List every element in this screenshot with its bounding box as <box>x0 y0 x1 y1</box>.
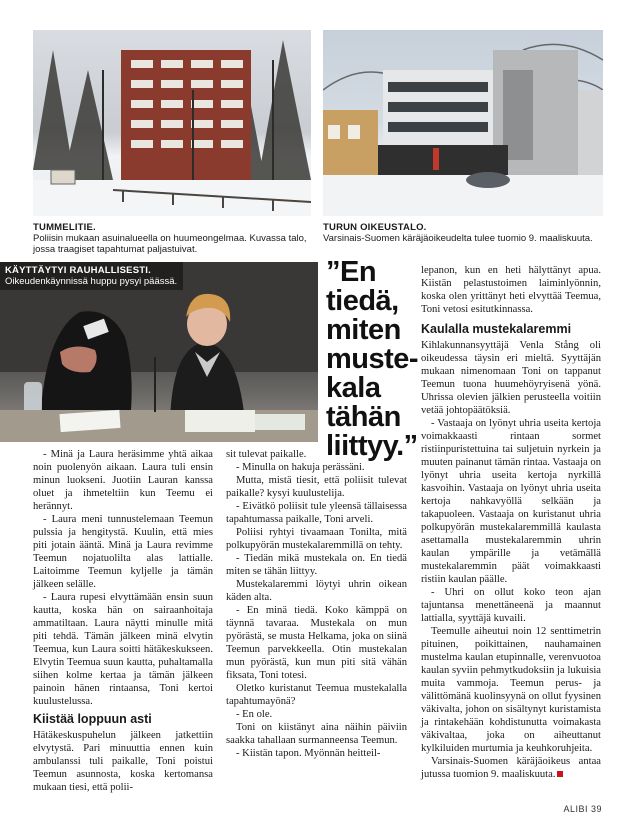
subheading: Kaulalla mustekalaremmi <box>421 322 572 336</box>
caption-courthouse <box>323 222 603 244</box>
paragraph: Hätäkeskuspuhelun jälkeen jatkettiin elvytystä. Pari minuuttia ennen kuin ambulanssi tuli paikalle, Toni poistui Teemun asunnosta, koska kertomansa mukaan tiesi, että polii- <box>33 730 213 793</box>
caption-courtroom <box>0 262 183 290</box>
paragraph: - Kiistän tapon. Myönnän heitteil- <box>236 748 381 759</box>
caption-text: Varsinais-Suomen käräjäoikeudelta tulee tuomio 9. maaliskuuta. <box>323 233 593 244</box>
magazine-name: ALIBI <box>563 804 588 814</box>
caption-title: TURUN OIKEUSTALO. <box>323 222 427 233</box>
paragraph: Teemulle aiheutui noin 12 senttimetrin pituinen, poikittainen, nauhamainen mustelma kaulan etupinnalle, verenvuotoa kaulan syviin pehmytkudoksiin ja lukuisia muita vammoja. Teemun perus- ja välittömänä kuolinsyynä on ollut fyysinen väkivalta, johon on sisältynyt kuristamista ja rintakehään kohdistunutta voimakasta väkivaltaa, joka on aiheuttanut kylkiluiden murtumia ja keuhkoruhjeita. <box>421 626 601 754</box>
caption-title: KÄYTTÄYTYI RAUHALLISESTI. <box>5 265 151 276</box>
page-footer <box>563 804 602 814</box>
paragraph: - Eivätkö poliisit tule yleensä tällaisessa tapahtumassa paikalle, Toni arveli. <box>226 501 407 525</box>
paragraph: sit tulevat paikalle. <box>226 449 307 460</box>
article-column-1 <box>33 448 213 794</box>
caption-text: Oikeudenkäynnissä huppu pysyi päässä. <box>5 276 178 287</box>
paragraph: Poliisi ryhtyi tivaamaan Tonilta, mitä polkupyörän mustekalaremmillä on tehty. <box>226 527 407 551</box>
paragraph: - En ole. <box>236 709 273 720</box>
apartment-building-image <box>33 30 311 216</box>
paragraph: - Laura rupesi elvyttämään ensin suun kautta, koska hän on sairaanhoitaja ammatiltaan. Laura näytti minulle mitä piti tehdä. Tämän jälkeen minä elvytin Teemua, kun Laura soitti hätäkeskukseen. Elvytin Teemua suun kautta, puhaltamalla siihen kolme kertaa ja tämän jälkeen painoin hänen rintaansa, Toni kertoi kuulustelussa. <box>33 592 213 707</box>
photo-courtroom <box>0 262 318 442</box>
pull-quote: ”En tiedä, miten mustekala tähän liittyy.” <box>326 256 419 462</box>
paragraph: lepanon, kun en heti hälyttänyt apua. Kiistän pelastustoimen laiminlyönnin, koska olen yrittänyt heti elvyttää Teemua, Toni vetosi esitutkinnassa. <box>421 265 601 315</box>
paragraph: - En minä tiedä. Koko kämppä on täynnä tavaraa. Mustekala on mun pyörästä, se musta Helkama, joka on siinä Teemun parvekkeella. Otin mustekalan mun pyörästä, kun mun piti sitä vähän fiksata, Toni totesi. <box>226 605 407 681</box>
courthouse-image <box>323 30 603 216</box>
paragraph: Oletko kuristanut Teemua mustekalalla tapahtumayönä? <box>226 683 407 707</box>
caption-title: TUMMELITIE. <box>33 222 96 233</box>
paragraph <box>421 755 601 781</box>
paragraph: - Laura meni tunnustelemaan Teemun pulssia ja hengitystä. Kuulin, että mies piti jotain ääntä. Minä ja Laura revimme Teemun nojatuolilta alas lattialle. Laitoimme Teemun kyljelle ja tämän jälkeen selälle. <box>33 514 213 590</box>
page-number: 39 <box>590 804 602 814</box>
paragraph: Kihlakunnansyyttäjä Venla Stång oli oikeudessa täysin eri mieltä. Syyttäjän mukaan nimenomaan Toni on tappanut Teemun tuona huumehöyryisenä yönä. Uhrissa olevien jälkien perusteella voitiin vetää johtopäätöksiä. <box>421 340 601 416</box>
paragraph: - Vastaaja on lyönyt uhria useita kertoja voimakkaasti rintaan sormet ristiinpuristettuina tai suljetuin nyrkein ja muuten painanut tämän rintaa. Vastaaja on lyönyt uhria useita kertoja nyrkillä kasvoihin. Vastaaja on lyönyt uhria useita kertoja nahkavyöllä selkään ja takapuoleen. Vastaaja on kuristanut uhria polkupyörän mustekalaremmillä kaulasta asettamalla mustekalaremmin uhrin kaulan ympärille ja vetämällä mustekalaremmin päät voimakkaasti ristiin kaulan päälle. <box>421 418 601 585</box>
caption-tummelitie <box>33 222 313 255</box>
paragraph: - Minä ja Laura heräsimme yhtä aikaa noin puolenyön aikaan. Laura tuli ensin minun luokseni. Juotiin Lauran kanssa oluet ja ihmeteltiin kun Teemu ei herännyt. <box>33 449 213 512</box>
article-column-3 <box>421 264 601 781</box>
caption-text: Poliisin mukaan asuinalueella on huumeongelmaa. Kuvassa talo, jossa traagiset tapahtumat paljastuivat. <box>33 233 307 255</box>
paragraph: - Minulla on hakuja perässäni. <box>236 462 365 473</box>
paragraph: - Uhri on ollut koko teon ajan tajuntansa menettäneenä ja maannut lattialla, syyttäjä kuvaili. <box>421 587 601 624</box>
photo-tummelitie <box>33 30 311 216</box>
paragraph: Mustekalaremmi löytyi uhrin oikean käden alta. <box>226 579 407 603</box>
subheading: Kiistää loppuun asti <box>33 712 152 726</box>
end-mark-icon <box>557 771 563 777</box>
article-column-2 <box>226 448 407 760</box>
photo-courthouse <box>323 30 603 216</box>
paragraph: Mutta, mistä tiesit, että poliisit tulevat paikalle? kysyi kuulustelija. <box>226 475 407 499</box>
paragraph-text: Varsinais-Suomen käräjäoikeus antaa jutussa tuomion 9. maaliskuuta. <box>421 756 601 780</box>
paragraph: Toni on kiistänyt aina näihin päiviin saakka tahallaan surmanneensa Teemun. <box>226 722 407 746</box>
paragraph: - Tiedän mikä mustekala on. En tiedä miten se tähän liittyy. <box>226 553 407 577</box>
